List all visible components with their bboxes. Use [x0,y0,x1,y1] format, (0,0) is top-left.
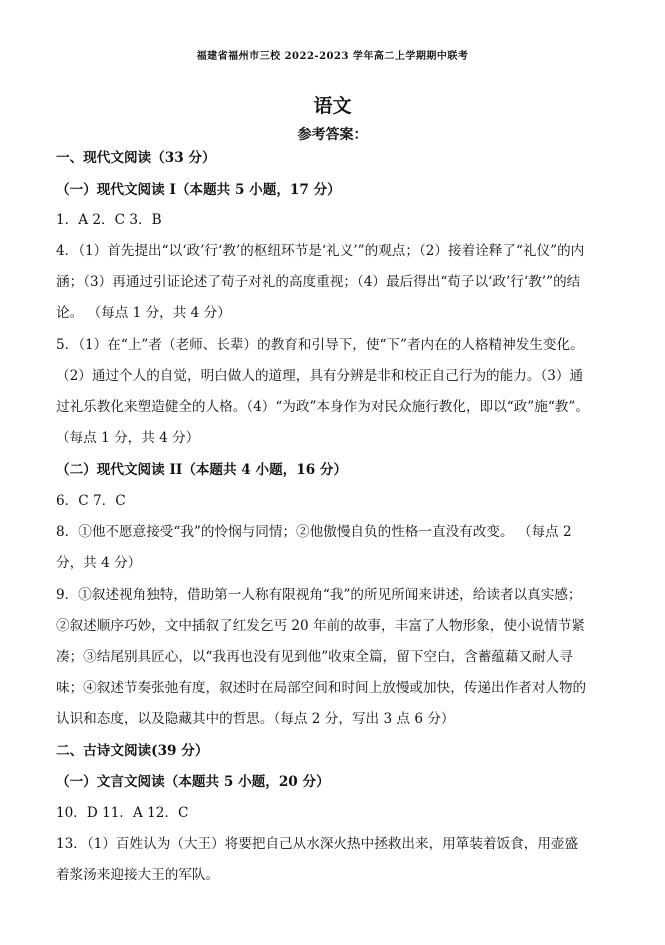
subsection-heading: （一）文言文阅读（本题共 5 小题，20 分） [56,774,330,790]
answer-line: 5．（1）在“上”者（老师、长辈）的教育和引导下，使“下”者内在的人格精神发生变化。 [56,337,584,353]
answer-label: 参考答案： [297,127,368,143]
answer-line: 认识和态度，以及隐藏其中的哲思。（每点 2 分，写出 3 点 6 分） [56,711,455,727]
section-heading: 二、古诗文阅读(39 分） [56,743,209,759]
answer-line: 6．C 7．C [56,493,126,509]
answer-line: 13．（1）百姓认为（大王）将要把自己从水深火热中拯救出来，用箪装着饭食，用壶盛 [56,836,579,852]
answer-line: 着浆汤来迎接大王的军队。 [56,867,220,883]
answer-line: （每点 1 分，共 4 分） [56,430,200,446]
answer-line: 4．（1）首先提出“以‘政’行‘教’的枢纽环节是‘礼义’”的观点；（2）接着诠释了“礼仪”的内 [56,243,585,259]
answer-line: 涵；（3）再通过引证论述了荀子对礼的高度重视；（4）最后得出“荀子以‘政’行‘教’”的结 [56,274,581,290]
answer-line: 分，共 4 分） [56,555,142,571]
subsection-heading: （一）现代文阅读 I（本题共 5 小题，17 分） [56,182,341,198]
answer-line: 味；④叙述节奏张弛有度，叙述时在局部空间和时间上放慢或加快，传递出作者对人物的 [56,680,587,696]
document-title: 福建省福州市三校 2022-2023 学年高二上学期期中联考 [196,51,469,62]
answer-line: 8．①他不愿意接受“我”的怜悯与同情；②他傲慢自负的性格一直没有改变。 （每点 2 [56,524,572,540]
subsection-heading: （二）现代文阅读 II（本题共 4 小题，16 分） [56,462,348,478]
answer-line: （2）通过个人的自觉，明白做人的道理，具有分辨是非和校正自己行为的能力。（3）通 [56,368,584,384]
answer-line: 10．D 11．A 12．C [56,805,189,821]
answer-line: ②叙述顺序巧妙，文中插叙了红发乞丐 20 年前的故事，丰富了人物形象，使小说情节紧 [56,618,585,634]
answer-line: 论。 （每点 1 分，共 4 分） [56,305,231,321]
section-heading: 一、现代文阅读（33 分） [56,150,216,166]
answer-line: 9．①叙述视角独特，借助第一人称有限视角“我”的所见所闻来讲述，给读者以真实感； [56,587,582,603]
subject-title: 语文 [313,95,352,117]
answer-line: 凑；③结尾别具匠心，以“我再也没有见到他”收束全篇，留下空白，含蓄蕴藉又耐人寻 [56,649,573,665]
answer-line: 1．A 2．C 3．B [56,212,162,228]
answer-line: 过礼乐教化来塑造健全的人格。（4）“为政”本身作为对民众施行教化，即以“政”施“教”。 [56,399,589,415]
